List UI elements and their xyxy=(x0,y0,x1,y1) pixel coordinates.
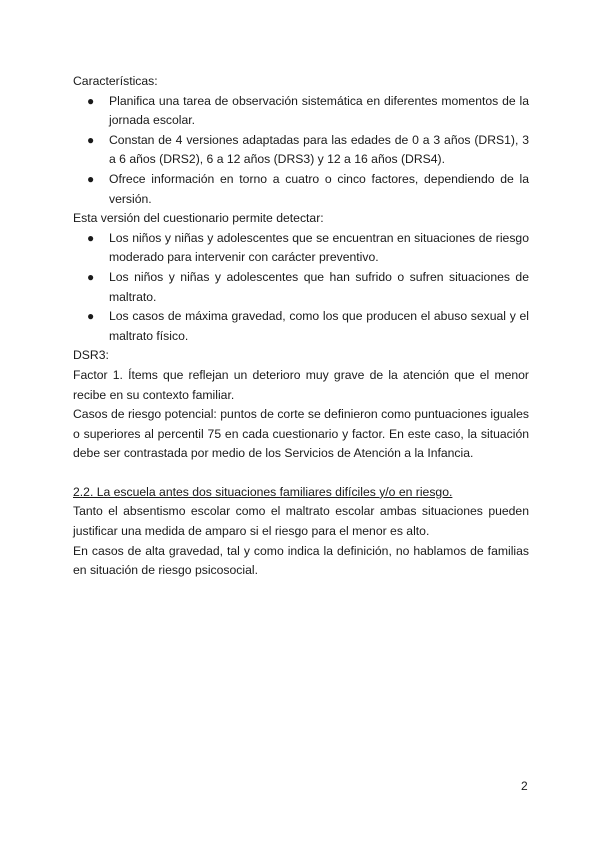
list-item: ● Los niños y niñas y adolescentes que han sufrido o sufren situaciones de maltrato. xyxy=(87,269,529,304)
section-title: 2.2. La escuela antes dos situaciones familiares difíciles y/o en riesgo. xyxy=(73,484,453,499)
bullet-icon: ● xyxy=(87,309,95,324)
drs3-risk: Casos de riesgo potencial: puntos de corte se definieron como puntuaciones iguales o superiores al percentil 75 en cada cuestionario y factor. En este caso, la situación debe ser contrastada por medio de los Servicios de Atención a la Infancia. xyxy=(73,407,529,461)
page-number: 2 xyxy=(521,779,528,793)
drs3-factor: Factor 1. Ítems que reflejan un deterioro muy grave de la atención que el menor recibe en su contexto familiar. xyxy=(73,367,529,402)
section-paragraph-2: En casos de alta gravedad, tal y como indica la definición, no hablamos de familias en situación de riesgo psicosocial. xyxy=(73,543,529,578)
bullet-icon: ● xyxy=(87,171,95,186)
bullet-icon: ● xyxy=(87,132,95,147)
section-paragraph-1: Tanto el absentismo escolar como el maltrato escolar ambas situaciones pueden justificar una medida de amparo si el riesgo para el menor es alto. xyxy=(73,504,529,539)
drs3-label: DSR3: xyxy=(73,348,109,363)
list-item: ● Planifica una tarea de observación sistemática en diferentes momentos de la jornada escolar. xyxy=(87,93,529,128)
spacer xyxy=(73,464,529,483)
list-item: ● Los casos de máxima gravedad, como los que producen el abuso sexual y el maltrato físico. xyxy=(87,309,529,343)
document-body xyxy=(73,72,529,581)
list-item: ● Constan de 4 versiones adaptadas para las edades de 0 a 3 años (DRS1), 3 a 6 años (DRS2), 6 a 12 años (DRS3) y 12 a 16 años (DRS4). xyxy=(87,132,529,167)
bullet-icon: ● xyxy=(87,230,95,245)
characteristics-list xyxy=(73,92,529,210)
list-item: ● Ofrece información en torno a cuatro o cinco factores, dependiendo de la versión. xyxy=(87,171,529,206)
bullet-icon: ● xyxy=(87,269,95,284)
detection-list xyxy=(73,229,529,347)
bullet-icon: ● xyxy=(87,93,95,108)
detection-intro: Esta versión del cuestionario permite detectar: xyxy=(73,211,324,226)
characteristics-heading: Características: xyxy=(73,74,158,88)
list-item: ● Los niños y niñas y adolescentes que se encuentran en situaciones de riesgo moderado para intervenir con carácter preventivo. xyxy=(87,230,529,265)
